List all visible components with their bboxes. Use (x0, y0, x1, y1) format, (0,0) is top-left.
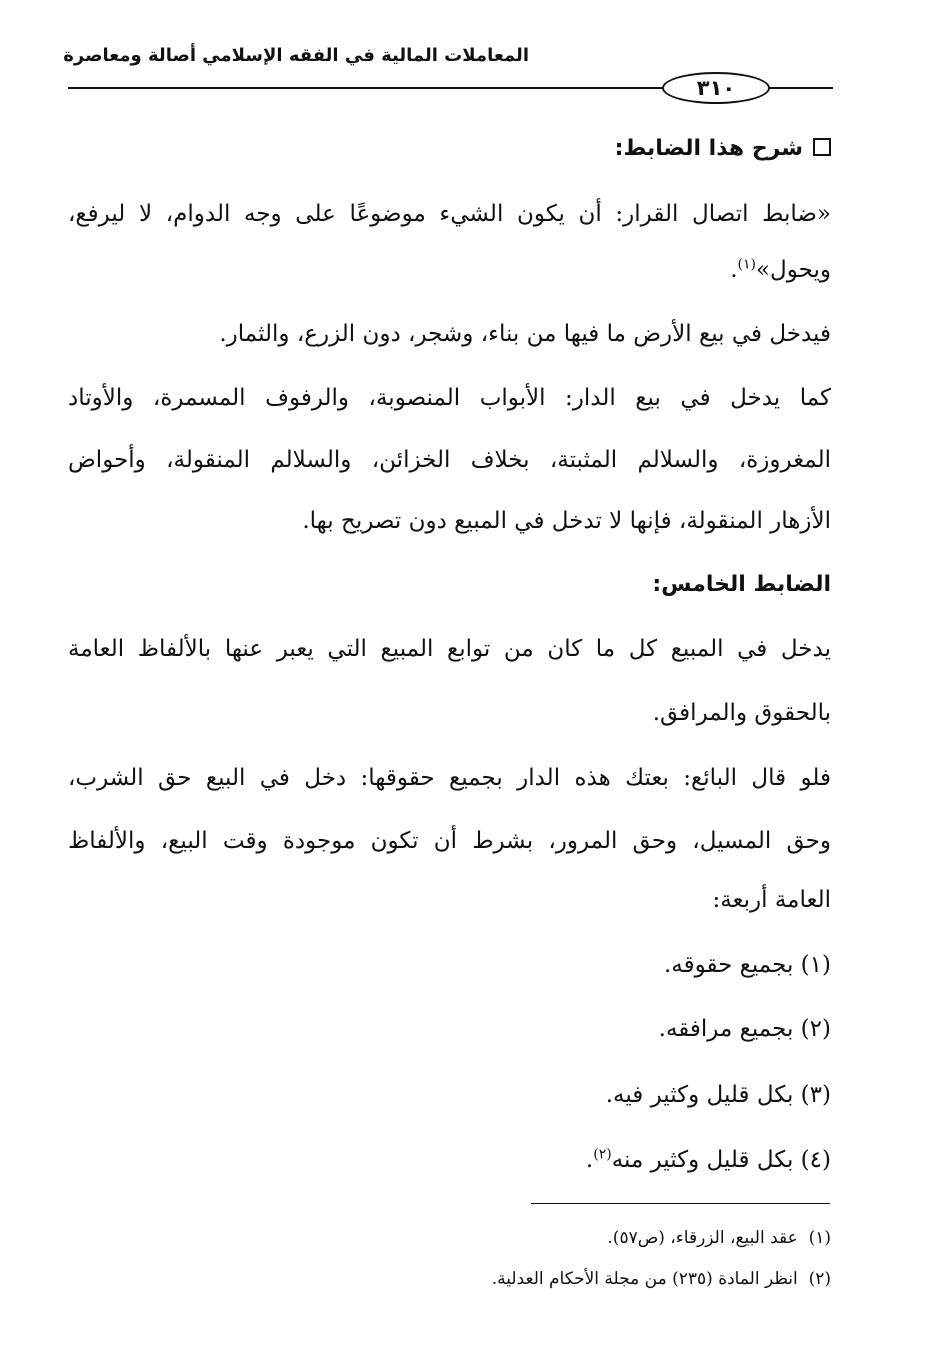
list-number: (٢) (800, 1016, 831, 1042)
paragraph-1-line-1: «ضابط اتصال القرار: أن يكون الشيء موضوعًا على وجه الدوام، لا ليرفع، (68, 201, 831, 227)
paragraph-5-line-2: وحق المسيل، وحق المرور، بشرط أن تكون موجودة وقت البيع، والألفاظ (68, 828, 831, 854)
checkbox-square-icon (813, 138, 831, 156)
header-rule-left (68, 87, 662, 89)
header-rule-right (770, 87, 833, 89)
paragraph-1-line-2 (730, 255, 831, 285)
footnote-separator (531, 1203, 830, 1204)
footnote-1 (607, 1226, 831, 1250)
paragraph-5-line-3: العامة أربعة: (712, 887, 831, 913)
list-item (664, 950, 831, 980)
footnote-ref-1: (١) (737, 256, 756, 273)
section-heading (615, 134, 831, 164)
list-text: بجميع حقوقه. (663, 952, 794, 978)
list-text: بكل قليل وكثير منه (611, 1147, 794, 1173)
list-item (606, 1080, 831, 1110)
list-number: (١) (800, 952, 831, 978)
footnote-number: (٢) (808, 1269, 831, 1289)
paragraph-3-line-3: الأزهار المنقولة، فإنها لا تدخل في المبيع دون تصريح بها. (302, 508, 831, 534)
paragraph-5-line-1: فلو قال البائع: بعتك هذه الدار بجميع حقوقها: دخل في البيع حق الشرب، (68, 765, 831, 791)
paragraph-4-line-2: بالحقوق والمرافق. (652, 700, 831, 726)
list-item (659, 1014, 831, 1044)
paragraph-2: فيدخل في بيع الأرض ما فيها من بناء، وشجر، دون الزرع، والثمار. (219, 321, 831, 347)
p1-line2-end: . (730, 257, 738, 283)
list-end: . (585, 1147, 594, 1173)
section-heading-text: شرح هذا الضابط: (614, 136, 803, 161)
p1-line2-text: ويحول» (755, 257, 831, 283)
footnote-text: انظر المادة (٢٣٥) من مجلة الأحكام العدلية. (491, 1269, 798, 1289)
list-item (586, 1145, 831, 1175)
paragraph-4-line-1: يدخل في المبيع كل ما كان من توابع المبيع التي يعبر عنها بالألفاظ العامة (68, 636, 831, 662)
fifth-rule-heading: الضابط الخامس: (652, 572, 831, 597)
list-number: (٣) (800, 1082, 831, 1108)
footnote-text: عقد البيع، الزرقاء، (ص٥٧). (607, 1228, 798, 1248)
paragraph-3-line-1: كما يدخل في بيع الدار: الأبواب المنصوبة، والرفوف المسمرة، والأوتاد (68, 385, 831, 411)
list-number: (٤) (800, 1147, 831, 1173)
list-text: بكل قليل وكثير فيه. (605, 1082, 794, 1108)
list-text: بجميع مرافقه. (658, 1016, 794, 1042)
footnote-ref-2: (٢) (593, 1146, 612, 1163)
paragraph-3-line-2: المغروزة، والسلالم المثبتة، بخلاف الخزائن، والسلالم المنقولة، وأحواض (68, 447, 831, 473)
page-number: ٣١٠ (662, 72, 770, 104)
running-header-title: المعاملات المالية في الفقه الإسلامي أصالة ومعاصرة (63, 45, 529, 66)
footnote-number: (١) (808, 1228, 831, 1248)
footnote-2 (492, 1267, 831, 1291)
